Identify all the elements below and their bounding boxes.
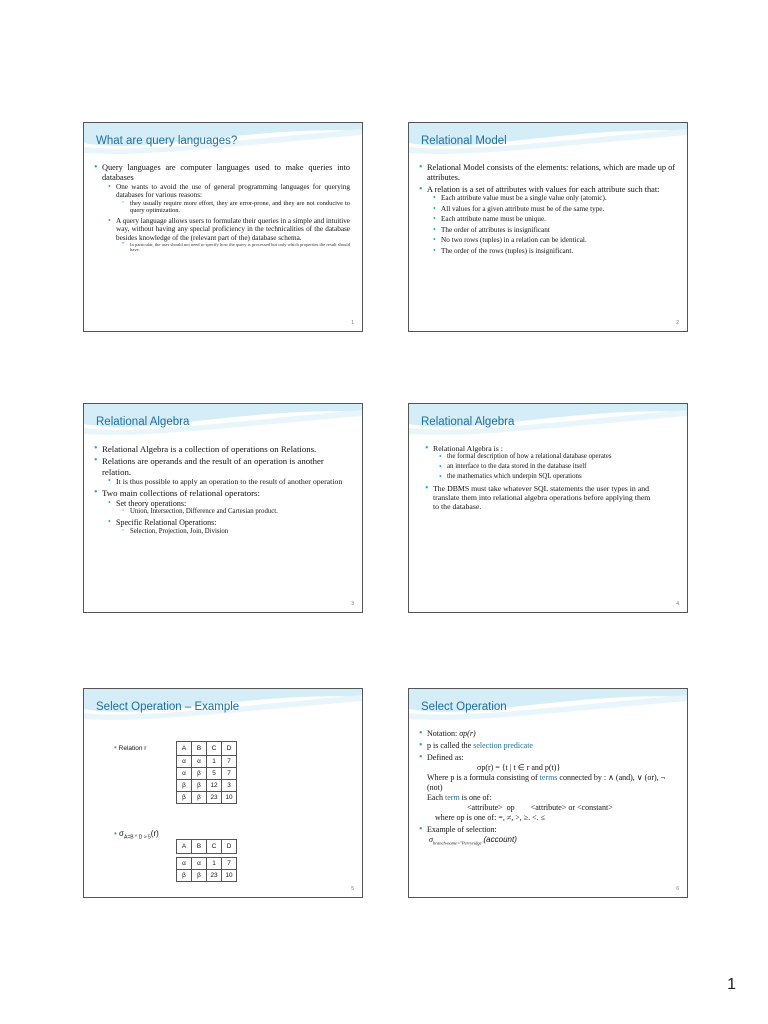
bullet (419, 163, 675, 183)
slide-title: Relational Algebra (421, 416, 515, 428)
slide-3 (83, 403, 363, 613)
slide-content (94, 163, 350, 255)
item-text: The order of attributes is insignificant (441, 225, 550, 234)
table-header: C (207, 840, 222, 854)
sigma-symbol: σ (429, 835, 433, 844)
example-predicate: branch-name="Perryridge" (432, 840, 484, 846)
slide-number: 5 (351, 886, 354, 892)
item-text: the formal description of how a relational database operates (447, 453, 612, 461)
bullet (108, 477, 350, 486)
table-cell: β (192, 768, 207, 780)
bullet-text: Relations are operands and the result of an operation is another relation. (102, 456, 324, 477)
table-cell: β (192, 870, 207, 882)
bullet (425, 444, 657, 482)
where-post: connected by : ∧ (and), ∨ (or), ¬ (not) (427, 773, 666, 792)
table-header: A (177, 840, 192, 854)
bullet-text: A query language allows users to formulate their queries in a simple and intuitive way, without having any special proficiency in the technicalities of the database besides knowledge of the (relevant part of the) database schema. (116, 216, 350, 242)
each-pre: Each (427, 793, 445, 802)
bullet-text: Notation: (427, 729, 458, 738)
table-cell: 10 (222, 870, 237, 882)
item-text: Each attribute value must be a single value only (atomic). (441, 194, 607, 203)
table-cell: β (177, 870, 192, 882)
bullet-text: Relational Model consists of the elements: relations, which are made up of attributes. (427, 163, 675, 182)
bullet (94, 456, 350, 486)
table-row (177, 780, 237, 792)
select-expression: • $\sigma_{A=B \^{} D > 5}(r)$ (114, 829, 159, 841)
list-item (433, 247, 675, 255)
operator-list: where op is one of: =, ≠, >, ≥. <. ≤ (435, 813, 546, 822)
bullet (94, 444, 350, 454)
bullet (419, 729, 675, 739)
bullet (108, 217, 350, 253)
slide-title: Relational Model (421, 135, 507, 147)
result-table (176, 839, 237, 882)
bullet (122, 242, 350, 253)
slide-title: Relational Algebra (96, 416, 190, 428)
highlight-term: terms (539, 773, 558, 782)
page-number: 1 (727, 976, 736, 993)
bullet-text: A relation is a set of attributes with values for each attribute such that: (427, 184, 660, 194)
table-cell: 7 (222, 858, 237, 870)
highlight-term: term (445, 793, 460, 802)
slide-number: 6 (676, 886, 679, 892)
item-text: All values for a given attribute must be of the same type. (441, 204, 605, 213)
slide-number: 1 (351, 320, 354, 326)
table-header: D (222, 840, 237, 854)
table-cell: β (177, 780, 192, 792)
table-row (177, 792, 237, 804)
table-cell: 3 (222, 780, 237, 792)
slide-number: 3 (351, 601, 354, 607)
slide-6 (408, 688, 688, 898)
list-item (433, 215, 675, 223)
bullet (108, 518, 350, 535)
bullet-text: Defined as: (427, 753, 464, 762)
bullet-text: Selection, Projection, Join, Division (130, 527, 229, 535)
list-item (433, 226, 675, 234)
table-cell: α (192, 756, 207, 768)
definition-expression: σp(r) = {t | t ∈ r and p(t)} (477, 763, 561, 772)
bullet (122, 508, 350, 516)
highlight-term: selection predicate (473, 741, 533, 750)
bullet-text: It is thus possible to apply an operation to the result of another operation (116, 477, 343, 487)
bullet-text: The DBMS must take whatever SQL statements the user types in and translate them into relational algebra operations before applying them to the database. (433, 483, 651, 511)
slide-content (425, 444, 657, 513)
table-cell: β (192, 780, 207, 792)
bullet (425, 484, 657, 512)
slide-content (419, 163, 675, 257)
bullet-text: Relational Algebra is a collection of operations on Relations. (102, 444, 317, 454)
list-item (439, 453, 657, 461)
slide-title: What are query languages? (96, 135, 238, 147)
list-item (433, 236, 675, 244)
table-row (177, 870, 237, 882)
bullet-text: Set theory operations: (116, 498, 187, 508)
select-argument: (r) (150, 829, 159, 838)
bullet-text: Relational Algebra is : (433, 444, 503, 453)
bullet-text: Union, Intersection, Difference and Cartesian product. (130, 508, 278, 516)
item-text: Each attribute name must be unique. (441, 215, 546, 224)
term-expression: <attribute> op <attribute> or <constant> (467, 803, 613, 812)
sigma-symbol: σ (119, 829, 124, 838)
relation-label-text: Relation r (118, 745, 147, 752)
slide-number: 2 (676, 320, 679, 326)
slide-number: 4 (676, 601, 679, 607)
bullet (122, 528, 350, 536)
table-cell: 1 (207, 756, 222, 768)
table-cell: 12 (207, 780, 222, 792)
each-text (427, 793, 675, 803)
table-cell: 23 (207, 792, 222, 804)
table-row (177, 768, 237, 780)
table-cell: 10 (222, 792, 237, 804)
table-header: D (222, 742, 237, 756)
item-text: an interface to the data stored in the database itself (447, 463, 587, 471)
bullet-text: Example of selection: (427, 825, 497, 834)
table-cell: α (192, 858, 207, 870)
bullet (419, 185, 675, 256)
table-cell: β (177, 792, 192, 804)
table-cell: α (177, 858, 192, 870)
slide-2 (408, 122, 688, 332)
table-header: B (192, 742, 207, 756)
table-header: B (192, 840, 207, 854)
select-predicate: A=B ^ D > 5 (123, 834, 151, 841)
bullet (94, 163, 350, 253)
bullet (108, 499, 350, 516)
where-text (427, 773, 675, 793)
table-row (177, 756, 237, 768)
bullet-text: p is called the (427, 741, 474, 750)
slide-title: Select Operation – Example (96, 701, 240, 713)
table-cell: 23 (207, 870, 222, 882)
bullet (94, 488, 350, 535)
table-cell: β (192, 792, 207, 804)
table-header: C (207, 742, 222, 756)
bullet-text: In particular, the user should not need to specify how the query is processed but only which properties the result should have. (130, 242, 350, 253)
example-expression (427, 835, 675, 846)
relation-label: • Relation r (114, 743, 147, 752)
slide-title: Select Operation (421, 701, 507, 713)
each-post: is one of: (459, 793, 492, 802)
relation-table (176, 741, 237, 804)
item-text: No two rows (tuples) in a relation can be identical. (441, 236, 587, 245)
slide-1 (83, 122, 363, 332)
list-item (439, 473, 657, 481)
bullet (108, 183, 350, 215)
table-cell: α (177, 756, 192, 768)
slide-content (419, 729, 675, 848)
slide-4 (408, 403, 688, 613)
bullet-text: they usually require more effort, they are error-prone, and they are not conducive to query optimization. (130, 199, 350, 215)
list-item (433, 205, 675, 213)
list-item (433, 194, 675, 202)
slide-5 (83, 688, 363, 898)
table-cell: α (177, 768, 192, 780)
notation-expression: σp(r) (459, 729, 476, 738)
table-cell: 7 (222, 756, 237, 768)
bullet (122, 200, 350, 215)
item-text: The order of the rows (tuples) is insignificant. (441, 246, 574, 255)
bullet-text: Two main collections of relational operators: (102, 488, 260, 499)
table-row (177, 858, 237, 870)
item-text: the mathematics which underpin SQL operations (447, 473, 582, 481)
list-item (439, 463, 657, 471)
example-argument: (account) (483, 835, 517, 844)
where-pre: Where p is a formula consisting of (427, 773, 540, 782)
table-cell: 7 (222, 768, 237, 780)
bullet (419, 741, 675, 751)
table-header: A (177, 742, 192, 756)
bullet-text: One wants to avoid the use of general programming languages for querying databases for various reasons: (116, 182, 350, 200)
bullet (419, 753, 675, 823)
table-cell: 5 (207, 768, 222, 780)
bullet-text: Query languages are computer languages used to make queries into databases (102, 163, 350, 182)
bullet (419, 825, 675, 846)
table-cell: 1 (207, 858, 222, 870)
bullet-text: Specific Relational Operations: (116, 518, 217, 528)
slide-content (94, 444, 350, 538)
